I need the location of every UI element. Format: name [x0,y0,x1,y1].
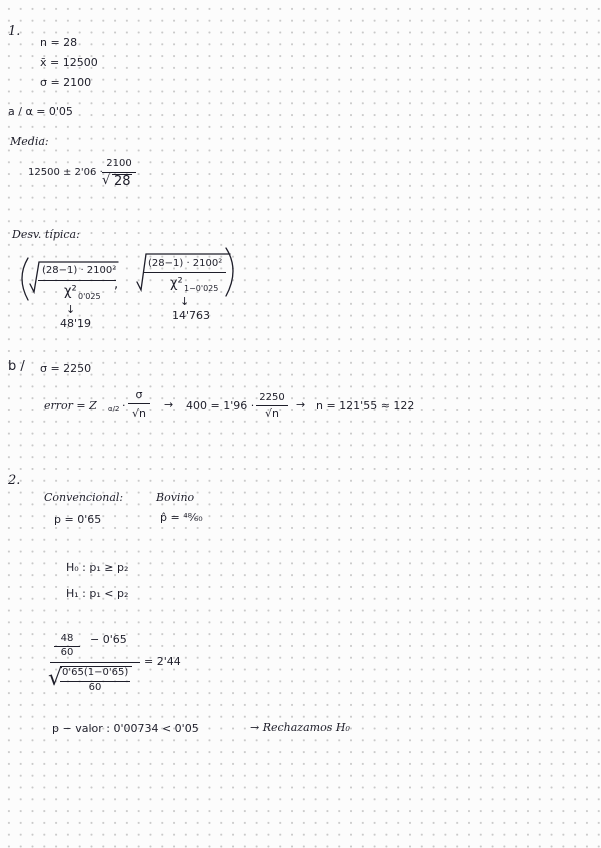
z-result: = 2'44 [144,655,181,668]
p-hat-bovino: p̂ = ⁴⁸⁄₆₀ [160,511,203,524]
error-numerator: σ [135,388,143,401]
ci2-chi-sub: 1−0'025 [184,284,219,293]
ci-comma: , [114,277,119,292]
equation-lead: 400 = 1'96 · [186,399,255,412]
z-inner-num: 48 [60,633,74,644]
ci1-chi: χ² [64,284,77,299]
part-a-alpha: a / α = 0'05 [8,105,73,118]
ci1-value: 48'19 [60,317,92,330]
error-denominator: √n [132,407,146,420]
bovino-label: Bovino [156,491,195,504]
problem-number-1: 1. [8,24,21,39]
ci2-fraction-bar [144,272,226,273]
desv-label: Desv. típica: [12,228,80,241]
error-fraction-bar [128,403,150,404]
p-convencional: p = 0'65 [54,513,102,526]
error-dot: · [122,399,126,412]
media-numerator: 2100 [106,158,132,169]
ci1-arrow: ↓ [66,303,76,316]
arrow-right-1: → [164,398,174,411]
ci1-numerator: (28−1) · 2100² [42,265,117,276]
sample-size-result: n = 121'55 ≈ 122 [316,399,415,412]
z-inner-den: 60 [60,647,74,658]
ci2-arrow: ↓ [180,295,190,308]
ci2-value: 14'763 [172,309,211,322]
p-value-line: p − valor : 0'00734 < 0'05 [52,722,199,735]
ci2-numerator: (28−1) · 2100² [148,258,223,269]
equation-numerator: 2250 [259,392,285,403]
sample-size: n = 28 [40,36,78,49]
media-sqrt-sign: √ [102,173,111,188]
z-den-bottom: 60 [88,682,102,693]
media-label: Media: [10,135,49,148]
media-lead: 12500 ± 2'06 · [28,167,103,178]
part-b-label: b / [8,359,25,374]
equation-denominator: √n [265,407,279,420]
ci1-chi-sub: 0'025 [78,292,101,301]
ci2-chi: χ² [170,276,183,291]
z-sqrt-sign: √ [48,666,63,691]
ci-right-paren [226,248,233,296]
ci1-fraction-bar [38,280,116,281]
conclusion: → Rechazamos H₀ [250,721,350,734]
media-radical-bar [112,174,132,175]
error-sub: α/2 [108,405,120,413]
sample-mean: x̄ = 12500 [40,56,98,69]
sample-sigma: σ = 2100 [40,76,92,89]
error-lead: error = Z [44,399,97,412]
arrow-right-2: → [296,398,306,411]
alt-hypothesis: H₁ : p₁ < p₂ [66,587,129,600]
media-radicand: 28 [114,174,131,189]
null-hypothesis: H₀ : p₁ ≥ p₂ [66,561,129,574]
z-radical-bar [60,666,132,667]
equation-fraction-bar [256,405,288,406]
convencional-label: Convencional: [44,491,124,504]
z-minus-p: − 0'65 [90,633,127,646]
z-den-radicand: 0'65(1−0'65) [62,667,129,678]
z-main-bar [50,662,140,663]
problem-number-2: 2. [8,473,21,488]
part-b-sigma: σ = 2250 [40,362,92,375]
ci-left-paren [22,258,28,300]
